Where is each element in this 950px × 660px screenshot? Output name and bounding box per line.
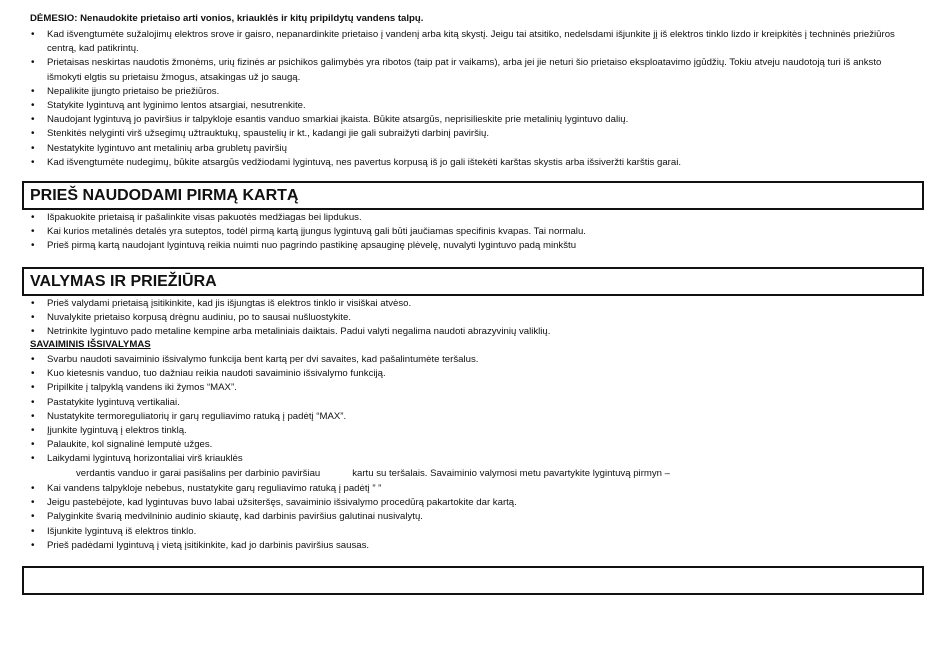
list-item: • Nestatykite lygintuvo ant metalinių arba grubletų paviršių (30, 142, 910, 156)
list-item: • Kai vandens talpykloje nebebus, nustatykite garų reguliavimo ratuką į padėtį ” ” (30, 482, 910, 496)
list-item: • Palaukite, kol signalinė lemputė užges. (30, 438, 910, 452)
list-item: • Naudojant lygintuvą jo paviršius ir talpykloje esantis vanduo smarkiai įkaista. Būkite atsargūs, neprisilieskite prie metalinių lygintuvo dalių. (30, 113, 910, 127)
list-item: • Pastatykite lygintuvą vertikaliai. (30, 396, 910, 410)
list-item: • Stenkitės nelyginti virš užsegimų užtrauktukų, spaustelių ir kt., kadangi jie gali subraižyti darbinį paviršių. (30, 127, 910, 141)
list-item: • Jeigu pastebėjote, kad lygintuvas buvo labai užsiteršęs, savaiminio išsivalymo procedūrą pakartokite dar kartą. (30, 496, 910, 510)
list-item: • Prietaisas neskirtas naudotis žmonėms, urių fizinės ar psichikos galimybės yra ribotos (taip pat ir vaikams), arba jei jie neturi šio prietaiso eksploatavimo įgūdžių. Tokiu atveju naudotoją turi iš anksto išmokyti elgtis su prietaisu žmogus, atsakingas už jo saugą. (30, 56, 910, 84)
list-item: • Nepalikite įjungto prietaiso be priežiūros. (30, 85, 910, 99)
list-item: • Kai kurios metalinės detalės yra suteptos, todėl pirmą kartą įjungus lygintuvą gali būti jaučiamas specifinis kvapas. Tai normalu. (30, 225, 910, 239)
list-item: • Prieš pirmą kartą naudojant lygintuvą reikia nuimti nuo pagrindo pastikinę apsauginę plėvelę, nuvalyti lygintuvo padą minkštu (30, 239, 910, 253)
list-item: • Nustatykite termoreguliatorių ir garų reguliavimo ratuką į padėtį “MAX”. (30, 410, 910, 424)
list-item: • Laikydami lygintuvą horizontaliai virš kriauklės (30, 452, 910, 466)
list-item: • Prieš valydami prietaisą įsitikinkite, kad jis išjungtas iš elektros tinklo ir visiškai atvėso. (30, 297, 910, 311)
list-item: • Kuo kietesnis vanduo, tuo dažniau reikia naudoti savaiminio išsivalymo funkciją. (30, 367, 910, 381)
first-use-list (30, 211, 910, 254)
empty-box (22, 566, 924, 595)
list-item: • Pripilkite į talpyklą vandens iki žymos “MAX”. (30, 381, 910, 395)
list-item: • Kad išvengtumėte nudegimų, būkite atsargūs vedžiodami lygintuvą, nes pavertus korpusą iš jo gali ištekėti karštas skystis arba išsiveržti karštis garai. (30, 156, 910, 170)
list-item: • Svarbu naudoti savaiminio išsivalymo funkcija bent kartą per dvi savaites, kad pašalintumėte teršalus. (30, 353, 910, 367)
self-clean-title: SAVAIMINIS IŠSIVALYMAS (30, 339, 151, 350)
warning-list (30, 28, 910, 170)
continuation-text: verdantis vanduo ir garai pasišalins per darbinio paviršiau kartu su teršalais. Savaiminio valymosi metu pavartykite lygintuvą pirmyn – (76, 468, 671, 479)
list-item: • Įjunkite lygintuvą į elektros tinklą. (30, 424, 910, 438)
list-item: • Nuvalykite prietaiso korpusą drėgnu audiniu, po to sausai nušluostykite. (30, 311, 910, 325)
cleaning-heading: VALYMAS IR PRIEŽIŪRA (22, 267, 924, 296)
warning-title: DĖMESIO: Nenaudokite prietaiso arti vonios, kriauklės ir kitų pripildytų vandens talpų. (30, 13, 424, 24)
list-item: • Palyginkite švarią medvilninio audinio skiautę, kad darbinis paviršius galutinai nusivalytų. (30, 510, 910, 524)
self-clean-more-list (30, 482, 910, 553)
cleaning-list (30, 297, 910, 340)
list-item: • Netrinkite lygintuvo pado metaline kempine arba metaliniais daiktais. Padui valyti negalima naudoti abrazyvinių valiklių. (30, 325, 910, 339)
list-item: • Išjunkite lygintuvą iš elektros tinklo. (30, 525, 910, 539)
self-clean-list (30, 353, 910, 467)
first-use-heading: PRIEŠ NAUDODAMI PIRMĄ KARTĄ (22, 181, 924, 210)
list-item: • Kad išvengtumėte sužalojimų elektros srove ir gaisro, nepanardinkite prietaiso į vandenį arba kitą skystį. Jeigu tai atsitiko, nedelsdami išjunkite jį iš elektros tinklo lizdo ir kreipkitės į techninės priežiūros centrą, kad patikrintų. (30, 28, 910, 56)
list-item: • Išpakuokite prietaisą ir pašalinkite visas pakuotės medžiagas bei lipdukus. (30, 211, 910, 225)
list-item: • Statykite lygintuvą ant lyginimo lentos atsargiai, nesutrenkite. (30, 99, 910, 113)
list-item: • Prieš padėdami lygintuvą į vietą įsitikinkite, kad jo darbinis paviršius sausas. (30, 539, 910, 553)
